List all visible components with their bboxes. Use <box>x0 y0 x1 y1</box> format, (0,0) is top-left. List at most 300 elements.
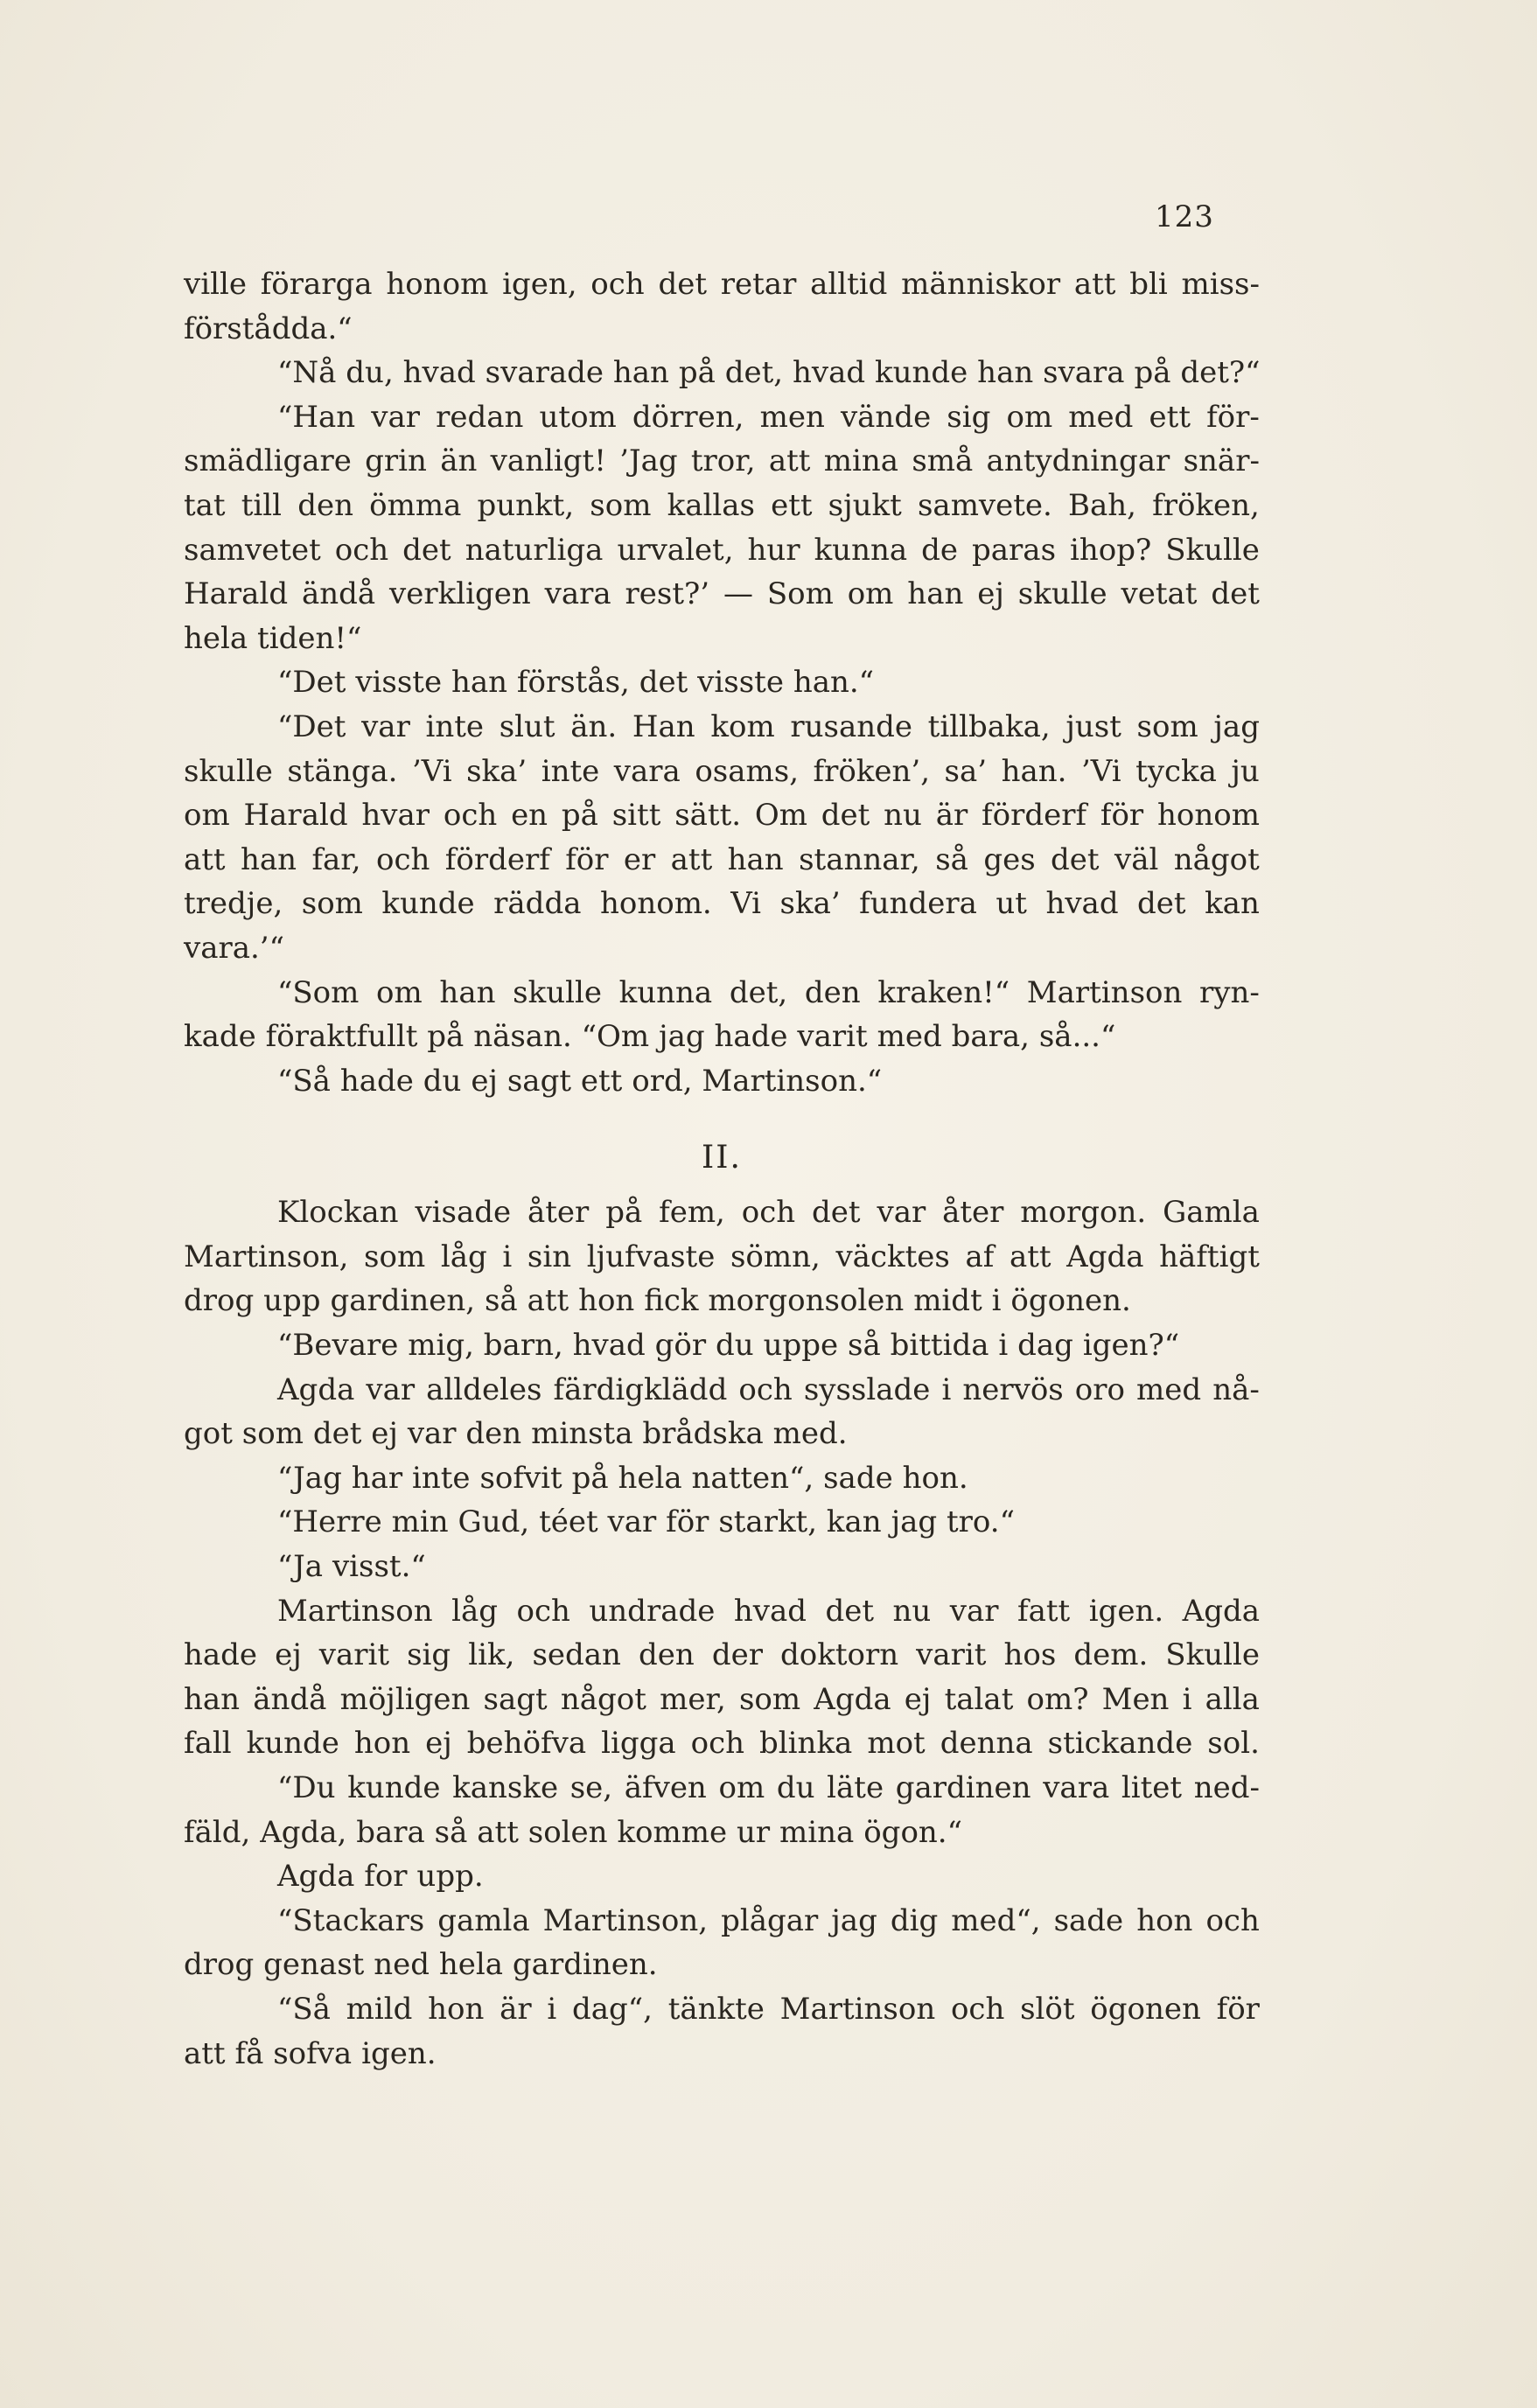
word: hon <box>578 1283 635 1319</box>
word: och <box>738 1372 793 1407</box>
word: rädda <box>493 886 582 922</box>
text-line <box>184 1059 1260 1104</box>
word: se, <box>569 1770 613 1805</box>
text-line <box>184 1412 1260 1456</box>
word: med <box>877 1019 942 1055</box>
text-line <box>184 1190 1260 1235</box>
text-line <box>184 1678 1260 1722</box>
word: jag <box>831 1902 877 1938</box>
word: nu <box>884 798 922 834</box>
word: vetat <box>1121 576 1198 612</box>
word: samvete. <box>917 487 1052 523</box>
word: bli <box>1129 267 1168 302</box>
word: snär- <box>1183 443 1260 479</box>
word: fick <box>644 1283 699 1319</box>
word: varit <box>318 1637 390 1673</box>
word: för <box>1100 798 1144 834</box>
word: små <box>912 443 974 479</box>
word: upp. <box>416 1859 484 1895</box>
word: morgon. <box>1020 1195 1147 1231</box>
word: jag <box>659 1019 705 1055</box>
word: mina <box>779 1814 855 1850</box>
word: dig <box>890 1902 939 1938</box>
word: hur <box>747 532 800 568</box>
word: ryn- <box>1199 974 1260 1010</box>
text-line <box>184 1235 1260 1280</box>
word: morgonsolen <box>708 1283 905 1319</box>
word: låg <box>451 1593 498 1629</box>
text-line <box>184 838 1260 883</box>
word: Gud, <box>458 1504 530 1540</box>
word: var <box>949 1593 999 1629</box>
word: gardinen <box>895 1770 1031 1805</box>
text-line <box>184 528 1260 573</box>
word: ord, <box>632 1063 693 1099</box>
word: om <box>376 974 423 1010</box>
word: den <box>804 974 861 1010</box>
word: sig <box>947 399 991 435</box>
word: antydningar <box>986 443 1170 479</box>
word: utom <box>539 399 617 435</box>
text-line <box>184 1589 1260 1634</box>
text-line <box>184 1633 1260 1678</box>
word: att <box>768 443 811 479</box>
word: igen?“ <box>1082 1328 1180 1364</box>
word: svarade <box>485 355 604 391</box>
word: ögonen. <box>1010 1283 1131 1319</box>
word: kunna <box>814 532 908 568</box>
word: fröken’, <box>813 753 931 789</box>
word: “Så <box>277 1991 331 2027</box>
word: ett <box>1149 399 1191 435</box>
word: der <box>711 1637 763 1673</box>
word: ned- <box>1193 1770 1260 1805</box>
word: got <box>184 1416 233 1452</box>
text-line <box>184 307 1260 352</box>
word: just <box>1065 708 1121 744</box>
page-number: 123 <box>1155 199 1214 234</box>
word: förarga <box>260 267 373 302</box>
word: har <box>351 1460 403 1496</box>
text-line <box>184 750 1260 794</box>
word: gör <box>654 1328 707 1364</box>
word: mot <box>867 1726 926 1762</box>
word: ligga <box>601 1726 676 1762</box>
word: bittida <box>890 1328 989 1364</box>
word: så <box>434 1814 468 1850</box>
word: honom. <box>599 886 712 922</box>
word: fatt <box>1017 1593 1071 1629</box>
text-line <box>184 1899 1260 1944</box>
word: och <box>376 841 430 877</box>
word: på <box>605 1195 643 1231</box>
word: det, <box>729 974 788 1010</box>
word: förstådda.“ <box>184 311 353 346</box>
word: vanligt! <box>490 443 606 479</box>
word: jag <box>1213 708 1260 744</box>
word: “Herre <box>277 1504 382 1540</box>
word: han <box>451 665 508 701</box>
word: tiden!“ <box>257 620 362 656</box>
word: hade <box>714 1019 788 1055</box>
word: det?“ <box>1180 355 1261 391</box>
word: att <box>1009 1239 1051 1274</box>
word: Men <box>1101 1681 1170 1717</box>
word: osams, <box>695 753 799 789</box>
word: väcktes <box>835 1239 950 1274</box>
word: är <box>935 798 968 834</box>
text-line <box>184 1368 1260 1413</box>
word: som <box>738 1681 801 1717</box>
word: på <box>571 1460 609 1496</box>
word: alltid <box>810 267 888 302</box>
word: kom <box>710 708 775 744</box>
word: ett <box>771 487 813 523</box>
word: ögonen <box>1090 1991 1201 2027</box>
word: om <box>184 798 230 834</box>
word: och <box>950 1991 1005 2027</box>
word: för <box>565 841 609 877</box>
word: äfven <box>624 1770 707 1805</box>
text-line <box>184 439 1260 484</box>
text-line <box>184 971 1260 1016</box>
word: om <box>847 576 894 612</box>
word: på <box>427 1019 465 1055</box>
word: visste <box>355 665 443 701</box>
word: en <box>511 798 548 834</box>
word: och <box>1205 1902 1260 1938</box>
word: komme <box>617 1814 728 1850</box>
word: inte <box>425 708 485 744</box>
word: i <box>941 1372 952 1407</box>
word: “Så <box>277 1063 331 1099</box>
word: hela <box>618 1460 682 1496</box>
word: samvetet <box>184 532 321 568</box>
word: varit <box>916 1637 987 1673</box>
word: igen. <box>1088 1593 1164 1629</box>
word: drog <box>184 1283 255 1319</box>
word: slut <box>499 708 555 744</box>
word: sömn, <box>730 1239 821 1274</box>
word: sagt <box>507 1063 572 1099</box>
word: er <box>623 841 656 877</box>
word: att <box>527 1283 569 1319</box>
word: redan <box>436 399 524 435</box>
word: han <box>612 355 669 391</box>
word: få <box>234 2035 264 2071</box>
word: nervös <box>962 1372 1064 1407</box>
word: oro <box>1074 1372 1125 1407</box>
word: verkligen <box>389 576 531 612</box>
word: minsta <box>531 1416 633 1452</box>
word: litet <box>1121 1770 1183 1805</box>
word: Bah, <box>1068 487 1136 523</box>
text-line <box>184 1943 1260 1987</box>
word: Agda <box>1066 1239 1144 1274</box>
text-line <box>184 262 1260 307</box>
word: näsan. <box>473 1019 572 1055</box>
word: och <box>334 532 389 568</box>
word: det <box>1211 576 1260 612</box>
word: det <box>658 267 708 302</box>
word: blinka <box>759 1726 853 1762</box>
word: med“, <box>951 1902 1041 1938</box>
word: Som <box>766 576 834 612</box>
word: ju <box>1231 753 1260 789</box>
word: “Nå <box>277 355 337 391</box>
word: Skulle <box>1165 1637 1260 1673</box>
word: som <box>1136 708 1198 744</box>
word: att <box>477 1814 519 1850</box>
word: stänga. <box>287 753 398 789</box>
word: låg <box>440 1239 487 1274</box>
text-line <box>184 395 1260 440</box>
word: gardinen. <box>512 1947 658 1983</box>
word: starkt, <box>718 1504 818 1540</box>
word: han <box>184 1681 241 1717</box>
word: svara <box>1043 355 1125 391</box>
word: brådska <box>642 1416 764 1452</box>
word: skulle <box>1017 576 1107 612</box>
word: min <box>391 1504 449 1540</box>
word: visste <box>697 665 784 701</box>
word: att <box>184 841 226 877</box>
text-line <box>184 1015 1260 1059</box>
text-line <box>184 882 1260 926</box>
word: hvad <box>402 355 476 391</box>
word: så...“ <box>1038 1019 1116 1055</box>
word: människor <box>901 267 1061 302</box>
text-line <box>184 660 1260 705</box>
word: så <box>935 841 968 877</box>
word: sade <box>823 1460 893 1496</box>
body-text <box>184 262 1260 2076</box>
text-line <box>184 1811 1260 1855</box>
word: till <box>241 487 283 523</box>
word: mig, <box>408 1328 474 1364</box>
word: igen. <box>361 2035 437 2071</box>
word: far, <box>311 841 361 877</box>
word: hon <box>353 1726 411 1762</box>
word: lik, <box>468 1637 515 1673</box>
word: sa’ <box>944 753 988 789</box>
word: grin <box>365 443 427 479</box>
word: ej <box>904 1681 932 1717</box>
word: Martinson, <box>184 1239 349 1274</box>
word: barn, <box>483 1328 563 1364</box>
word: vara.’“ <box>184 930 284 966</box>
word: “Det <box>277 708 346 744</box>
word: åter <box>942 1195 1004 1231</box>
word: ska’ <box>779 886 841 922</box>
text-line <box>184 1279 1260 1323</box>
word: inte <box>412 1460 471 1496</box>
word: honom <box>386 267 489 302</box>
word: vara <box>1043 1770 1110 1805</box>
word: plågar <box>721 1902 819 1938</box>
word: bara, <box>951 1019 1030 1055</box>
word: sol. <box>1207 1726 1260 1762</box>
word: “Han <box>277 399 356 435</box>
word: behöfva <box>466 1726 587 1762</box>
word: du <box>776 1770 815 1805</box>
word: det <box>1051 841 1100 877</box>
word: så <box>848 1328 881 1364</box>
word: sitt <box>611 798 661 834</box>
word: kanske <box>452 1770 559 1805</box>
word: jag <box>891 1504 938 1540</box>
word: gamla <box>437 1902 530 1938</box>
word: fem, <box>659 1195 725 1231</box>
word: var <box>607 1504 657 1540</box>
word: “Jag <box>277 1460 342 1496</box>
word: på <box>561 798 598 834</box>
word: inte <box>541 753 600 789</box>
word: ändå <box>301 576 376 612</box>
word: denna <box>940 1726 1033 1762</box>
word: var <box>371 399 421 435</box>
word: tycka <box>1135 753 1217 789</box>
word: tredje, <box>184 886 283 922</box>
word: skulle <box>513 974 602 1010</box>
word: urvalet, <box>617 532 734 568</box>
word: och <box>443 798 498 834</box>
word: ska’ <box>466 753 527 789</box>
text-line <box>184 926 1260 971</box>
text-line <box>184 1323 1260 1368</box>
word: var <box>361 708 410 744</box>
word: Harald <box>243 798 348 834</box>
word: téet <box>539 1504 598 1540</box>
word: ned <box>374 1947 430 1983</box>
word: så <box>484 1283 518 1319</box>
word: du <box>423 1063 462 1099</box>
word: alla <box>1205 1681 1260 1717</box>
word: kan <box>1205 886 1260 922</box>
word: sig <box>407 1637 451 1673</box>
word: förstås, <box>516 665 630 701</box>
word: “Bevare <box>277 1328 399 1364</box>
text-line <box>184 1545 1260 1589</box>
word: “Stackars <box>277 1902 425 1938</box>
word: som <box>301 886 363 922</box>
word: mina <box>823 443 899 479</box>
word: på <box>678 355 716 391</box>
word: “Om <box>581 1019 650 1055</box>
word: ville <box>184 267 247 302</box>
text-line <box>184 484 1260 528</box>
word: om <box>1006 399 1053 435</box>
word: ihop? <box>1070 532 1152 568</box>
word: fröken, <box>1152 487 1260 523</box>
word: ut <box>996 886 1027 922</box>
word: förderf <box>444 841 550 877</box>
word: var <box>366 1372 416 1407</box>
word: rusande <box>790 708 912 744</box>
word: något <box>560 1681 646 1717</box>
text-line <box>184 1500 1260 1545</box>
word: mer, <box>660 1681 726 1717</box>
word: den <box>297 487 353 523</box>
word: men <box>759 399 825 435</box>
word: i <box>991 1283 1002 1319</box>
word: att <box>1073 267 1116 302</box>
word: det <box>812 1195 861 1231</box>
word: Agda <box>814 1681 891 1717</box>
word: hvad <box>792 355 866 391</box>
word: som <box>590 487 652 523</box>
word: “Det <box>277 665 346 701</box>
word: smädligare <box>184 443 352 479</box>
word: Gamla <box>1163 1195 1260 1231</box>
word: sedan <box>532 1637 621 1673</box>
word: ögon.“ <box>863 1814 962 1850</box>
word: ej <box>471 1063 498 1099</box>
word: han <box>977 355 1034 391</box>
word: det, <box>724 355 784 391</box>
word: att <box>184 2035 226 2071</box>
word: stannar, <box>799 841 920 877</box>
word: ett <box>580 1063 623 1099</box>
word: väl <box>1114 841 1159 877</box>
word: fall <box>184 1726 232 1762</box>
word: i <box>502 1239 513 1274</box>
word: något <box>1173 841 1260 877</box>
text-line <box>184 1456 1260 1501</box>
word: och <box>590 267 645 302</box>
text-line <box>184 1721 1260 1766</box>
word: punkt, <box>477 487 575 523</box>
word: slöt <box>1020 1991 1075 2027</box>
word: bara <box>356 1814 425 1850</box>
word: som <box>364 1239 426 1274</box>
word: upp <box>263 1283 321 1319</box>
word: doktorn <box>779 1637 899 1673</box>
word: Agda <box>277 1372 355 1407</box>
word: ändå <box>253 1681 327 1717</box>
word: tror, <box>690 443 756 479</box>
word: hade <box>184 1637 258 1673</box>
word: åter <box>527 1195 590 1231</box>
word: du <box>716 1328 754 1364</box>
word: sjukt <box>828 487 902 523</box>
word: hela <box>438 1947 504 1983</box>
word: sagt <box>483 1681 548 1717</box>
section-one <box>184 262 1260 1103</box>
word: Martinson <box>1026 974 1183 1010</box>
word: hade <box>339 1063 414 1099</box>
text-line <box>184 617 1260 661</box>
word: sade <box>1053 1902 1124 1938</box>
word: och <box>516 1593 570 1629</box>
word: Klockan <box>277 1195 399 1231</box>
word: tro.“ <box>947 1504 1015 1540</box>
word: ’Vi <box>1080 753 1121 789</box>
word: tat <box>184 487 226 523</box>
word: rest?’ <box>625 576 710 612</box>
word: det <box>312 1416 362 1452</box>
word: ’Jag <box>619 443 678 479</box>
text-line <box>184 2032 1260 2076</box>
word: hon <box>428 1991 485 2027</box>
word: hos <box>1003 1637 1057 1673</box>
word: Martinson.“ <box>702 1063 883 1099</box>
word: paras <box>972 532 1057 568</box>
word: läte <box>827 1770 884 1805</box>
word: nå- <box>1212 1372 1260 1407</box>
word: häftigt <box>1159 1239 1260 1274</box>
word: på <box>1134 355 1171 391</box>
